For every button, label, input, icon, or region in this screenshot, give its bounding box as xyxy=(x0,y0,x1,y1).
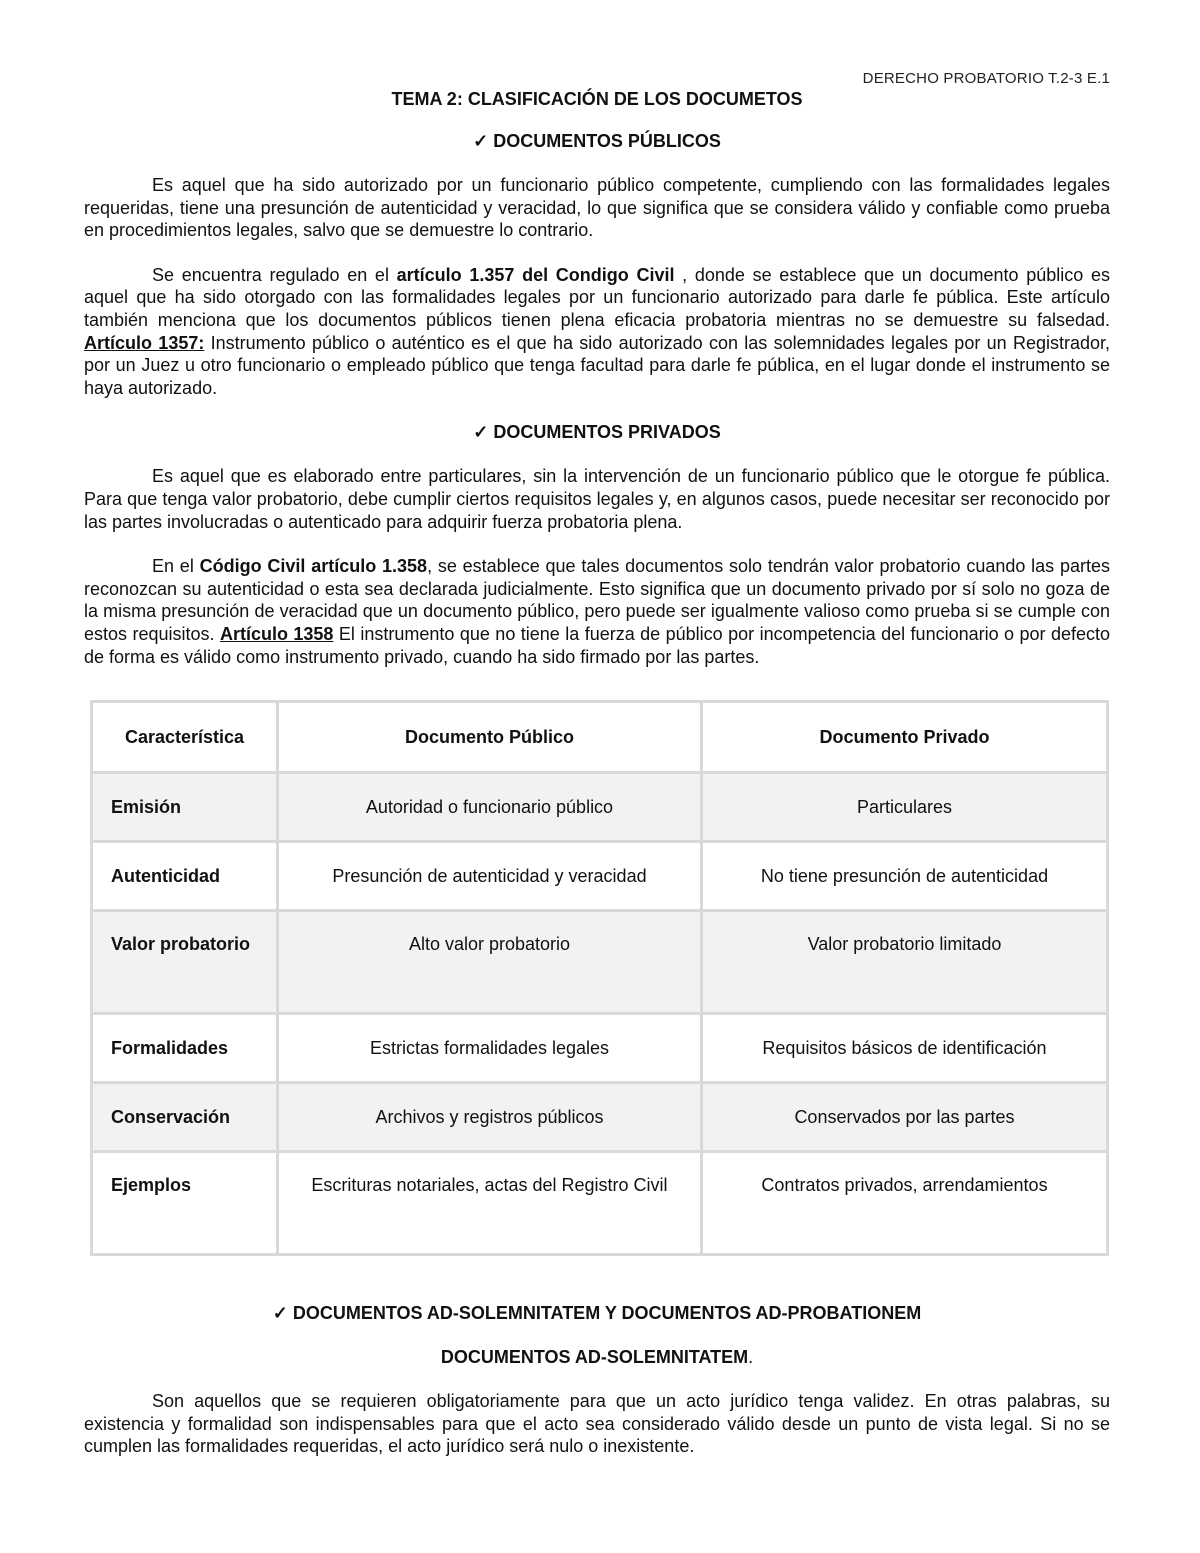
table-cell: Presunción de autenticidad y veracidad xyxy=(278,842,702,911)
text-run: , se establece que tales documentos solo tendrán valor probatorio cuando las partes reconozcan su autenticidad o esta sea declarada judicialmente. Esto significa que un documento privado por sí solo no goza de la misma presunción de veracidad que un documento público, pero puede ser igualmente valioso como prueba si se cumple con estos requisitos. xyxy=(84,556,1110,644)
table-row xyxy=(92,1014,1108,1083)
comparison-table xyxy=(90,700,1109,1256)
column-header: Documento Público xyxy=(278,702,702,773)
table-cell: Conservados por las partes xyxy=(702,1083,1108,1152)
solemnitatem-section xyxy=(84,1302,1110,1458)
document-body xyxy=(84,88,1110,1480)
table-cell: Contratos privados, arrendamientos xyxy=(702,1152,1108,1255)
table-cell: Estrictas formalidades legales xyxy=(278,1014,702,1083)
paragraph-publicos-1: Es aquel que ha sido autorizado por un funcionario público competente, cumpliendo con las formalidades legales requeridas, tiene una presunción de autenticidad y veracidad, lo que significa que se considera válido y confiable como prueba en procedimientos legales, salvo que se demuestre lo contrario. xyxy=(84,175,1110,241)
article-reference: Artículo 1358 xyxy=(219,623,334,644)
page-title: TEMA 2: CLASIFICACIÓN DE LOS DOCUMETOS xyxy=(391,89,803,109)
subheading-ad-solemnitatem xyxy=(84,1346,1110,1368)
row-header: Valor probatorio xyxy=(92,911,278,1014)
table-cell: Valor probatorio limitado xyxy=(702,911,1108,1014)
header-reference: DERECHO PROBATORIO T.2-3 E.1 xyxy=(862,70,1110,87)
row-header: Formalidades xyxy=(92,1014,278,1083)
column-header: Característica xyxy=(92,702,278,773)
paragraph-publicos-2 xyxy=(84,264,1110,400)
table-cell: Particulares xyxy=(702,773,1108,842)
table-cell: No tiene presunción de autenticidad xyxy=(702,842,1108,911)
text-run: Instrumento público o auténtico es el que ha sido autorizado con las solemnidades legales por un Registrador, por un Juez u otro funcionario o empleado público que tenga facultad para darle fe pública, en el lugar donde el instrumento se haya autorizado. xyxy=(84,332,1110,398)
table-cell: Archivos y registros públicos xyxy=(278,1083,702,1152)
paragraph-privados-2 xyxy=(84,555,1110,668)
row-header: Autenticidad xyxy=(92,842,278,911)
table-row xyxy=(92,911,1108,1014)
table-header-row xyxy=(92,702,1108,773)
table-row xyxy=(92,842,1108,911)
heading-ad-solemnitatem-probationem: ✓ DOCUMENTOS AD-SOLEMNITATEM Y DOCUMENTOS AD-PROBATIONEM xyxy=(272,1303,922,1324)
table-cell: Autoridad o funcionario público xyxy=(278,773,702,842)
heading-documentos-privados: ✓ DOCUMENTOS PRIVADOS xyxy=(473,422,721,443)
bold-reference: Código Civil artículo 1.358 xyxy=(199,556,428,577)
table-row xyxy=(92,773,1108,842)
row-header: Ejemplos xyxy=(92,1152,278,1255)
table-cell: Alto valor probatorio xyxy=(278,911,702,1014)
text-run: , donde se establece que un documento público es aquel que ha sido otorgado con las formalidades legales por un funcionario autorizado para darle fe pública. Este artículo también menciona que los documentos públicos tienen plena eficacia probatoria mientras no se demuestre su falsedad. xyxy=(84,264,1110,330)
paragraph-solemnitatem-1: Son aquellos que se requieren obligatoriamente para que un acto jurídico tenga validez. En otras palabras, su existencia y formalidad son indispensables para que el acto sea considerado válido desde un punto de vista legal. Si no se cumplen las formalidades requeridas, el acto jurídico será nulo o inexistente. xyxy=(84,1391,1110,1457)
paragraph-privados-1: Es aquel que es elaborado entre particulares, sin la intervención de un funcionario público que le otorgue fe pública. Para que tenga valor probatorio, debe cumplir ciertos requisitos legales y, en algunos casos, puede necesitar ser reconocido por las partes involucradas o autenticado para adquirir fuerza probatoria plena. xyxy=(84,466,1110,532)
article-reference: Artículo 1357: xyxy=(84,332,205,353)
table-cell: Requisitos básicos de identificación xyxy=(702,1014,1108,1083)
row-header: Conservación xyxy=(92,1083,278,1152)
text-run: En el xyxy=(152,556,200,577)
column-header: Documento Privado xyxy=(702,702,1108,773)
table-cell: Escrituras notariales, actas del Registro Civil xyxy=(278,1152,702,1255)
table-row xyxy=(92,1083,1108,1152)
table-row xyxy=(92,1152,1108,1255)
subheading-text: DOCUMENTOS AD-SOLEMNITATEM xyxy=(440,1347,749,1368)
heading-documentos-publicos: ✓ DOCUMENTOS PÚBLICOS xyxy=(473,131,721,151)
row-header: Emisión xyxy=(92,773,278,842)
text-run: El instrumento que no tiene la fuerza de público por incompetencia del funcionario o por defecto de forma es válido como instrumento privado, cuando ha sido firmado por las partes. xyxy=(84,623,1111,667)
text-run: Se encuentra regulado en el xyxy=(152,264,397,285)
bold-reference: artículo 1.357 del Condigo Civil xyxy=(396,264,675,285)
subheading-dot: . xyxy=(748,1347,754,1368)
